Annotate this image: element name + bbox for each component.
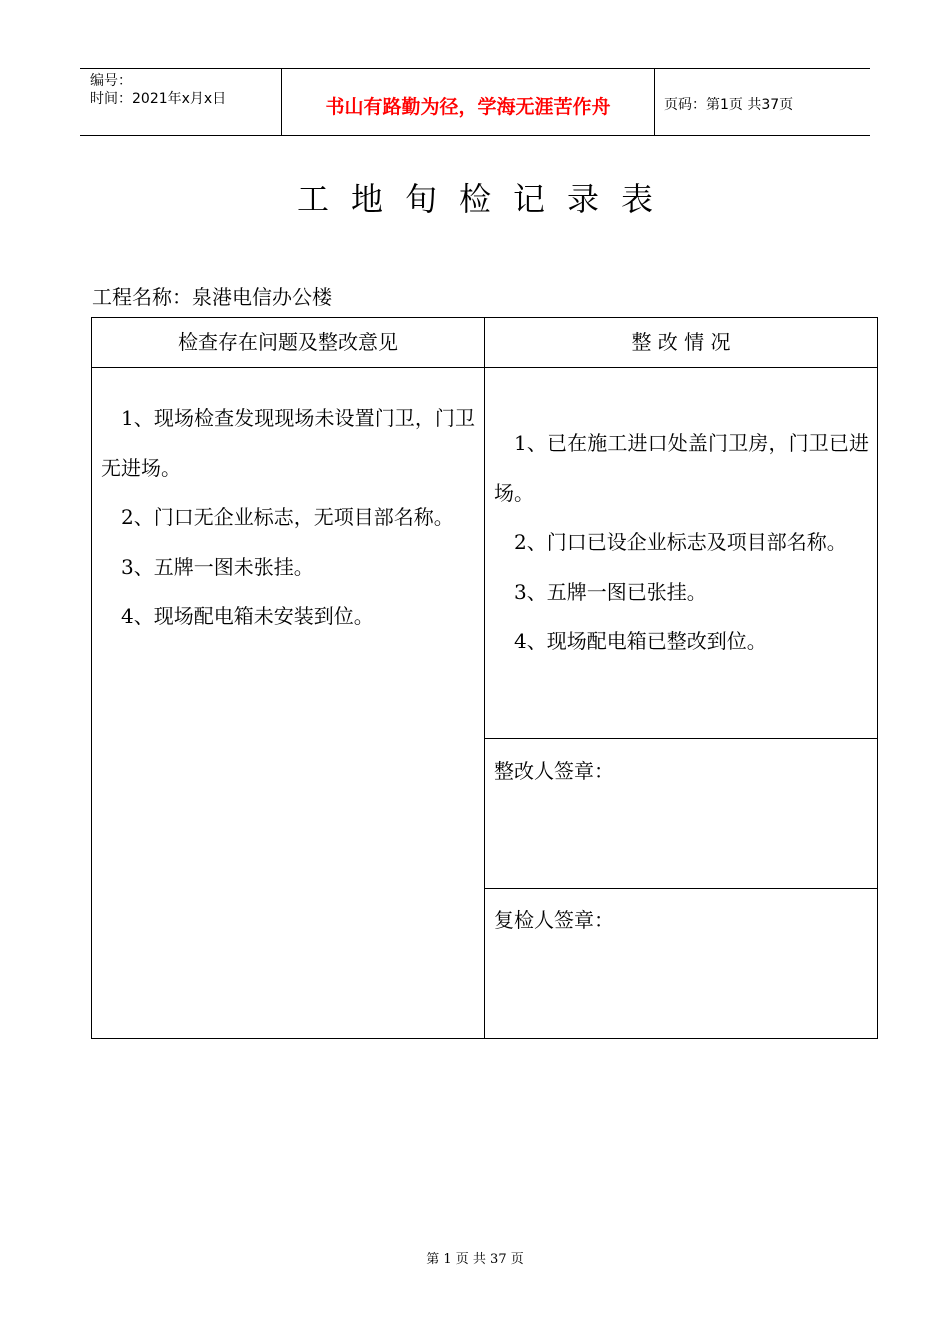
header-bottom-rule — [80, 135, 870, 136]
table-column-divider — [484, 317, 485, 1039]
reinspector-signature-label: 复检人签章： — [494, 908, 614, 932]
page-footer: 第 1 页 共 37 页 — [426, 1252, 524, 1267]
table-border-right — [877, 317, 878, 1039]
rectification-list — [494, 419, 869, 667]
issues-column-header: 检查存在问题及整改意见 — [178, 330, 398, 354]
header-divider-right — [654, 68, 655, 135]
issue-item: 1、现场检查发现现场未设置门卫，门卫无进场。 — [101, 406, 475, 480]
project-name-value: 泉港电信办公楼 — [192, 285, 332, 309]
header-page-indicator: 页码：第1页 共37页 — [664, 97, 794, 113]
rectification-item: 1、已在施工进口处盖门卫房，门卫已进场。 — [494, 431, 869, 505]
page-title: 工地旬检记录表 — [296, 180, 675, 218]
project-name-line — [92, 281, 332, 310]
header-meta — [90, 72, 226, 108]
table-border-left — [91, 317, 92, 1039]
header-top-rule — [80, 68, 870, 69]
rectification-item: 4、现场配电箱已整改到位。 — [514, 629, 767, 653]
header-motto: 书山有路勤为径，学海无涯苦作舟 — [325, 96, 611, 118]
rectifier-section-rule — [484, 738, 878, 739]
document-number-label: 编号： — [90, 73, 132, 89]
document-time-label: 时间：2021年x月x日 — [90, 91, 227, 107]
reinspector-section-rule — [484, 888, 878, 889]
project-name-label: 工程名称： — [92, 285, 192, 309]
issue-item: 2、门口无企业标志，无项目部名称。 — [121, 505, 454, 529]
issue-item: 3、五牌一图未张挂。 — [121, 554, 314, 579]
issues-list — [101, 394, 475, 642]
rectification-column-header: 整 改 情 况 — [631, 330, 731, 354]
rectifier-signature-label: 整改人签章： — [494, 759, 614, 783]
rectification-item: 3、五牌一图已张挂。 — [514, 579, 707, 604]
issue-item: 4、现场配电箱未安装到位。 — [121, 604, 374, 628]
rectification-item: 2、门口已设企业标志及项目部名称。 — [514, 530, 847, 554]
table-header-rule — [91, 367, 878, 368]
